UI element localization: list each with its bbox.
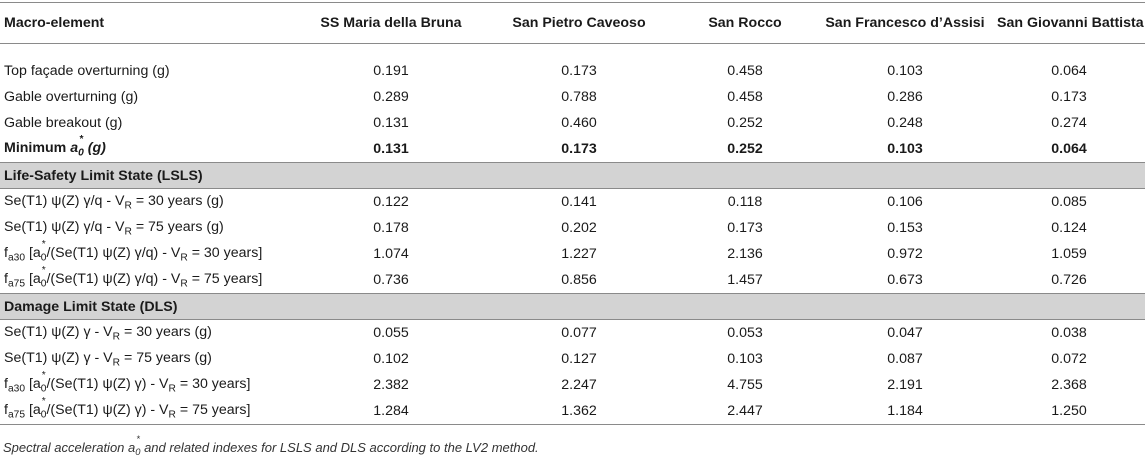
section-header-lsls: Life-Safety Limit State (LSLS) (0, 163, 1145, 189)
cell-value: 0.856 (561, 272, 597, 288)
table-row (0, 346, 1145, 372)
cell-value: 0.072 (1051, 351, 1087, 367)
section-header-dls: Damage Limit State (DLS) (0, 294, 1145, 320)
cell-value: 1.250 (993, 398, 1145, 425)
cell-value: 4.755 (727, 377, 763, 393)
cell-value: 0.118 (727, 194, 763, 210)
row-label: Se(T1) ψ(Z) $\gamma - V_R = 75$ years (g) (4, 349, 212, 369)
cell-value: 1.184 (817, 398, 993, 425)
cell-value: 0.289 (373, 89, 409, 105)
cell-value: 0.131 (373, 141, 409, 157)
header-row (0, 3, 1145, 44)
row-label: $f_{a75}$ [a * $_0$/(Se(T1) ψ(Z) $\gamma) - V_R = 75$ years] (0, 398, 297, 425)
cell-value: 0.087 (887, 351, 923, 367)
header-san-francesco: San Francesco d’Assisi (817, 3, 993, 44)
cell-value: 0.191 (373, 63, 409, 79)
minimum-row (0, 136, 1145, 163)
table-row (0, 189, 1145, 216)
header-ss-maria-della-bruna: SS Maria della Bruna (297, 3, 485, 44)
row-label: $f_{a75}$ [a * $_0$/(Se(T1) ψ(Z) $\gamma/q) - V_R = 75$ years] (4, 264, 263, 290)
table-row (0, 241, 1145, 267)
cell-value: 0.458 (727, 63, 763, 79)
cell-value: 1.284 (297, 398, 485, 425)
cell-value: 0.053 (727, 325, 763, 341)
row-label: Se(T1) ψ(Z) $\gamma/q - V_R = 75$ years (g) (4, 218, 224, 238)
table-row (0, 215, 1145, 241)
cell-value: 0.458 (727, 89, 763, 105)
row-label: Gable breakout (g) (4, 115, 123, 131)
cell-value: 0.153 (887, 220, 923, 236)
cell-value: 2.368 (1051, 377, 1087, 393)
cell-value: 0.736 (373, 272, 409, 288)
cell-value: 0.972 (887, 246, 923, 262)
row-label: Se(T1) ψ(Z) $\gamma/q - V_R = 30$ years (g) (4, 192, 224, 212)
cell-value: 2.382 (373, 377, 409, 393)
cell-value: 0.726 (1051, 272, 1087, 288)
cell-value: 2.191 (887, 377, 923, 393)
cell-value: 0.673 (887, 272, 923, 288)
table-row (0, 372, 1145, 398)
cell-value: 0.124 (1051, 220, 1087, 236)
cell-value: 0.106 (887, 194, 923, 210)
cell-value: 0.460 (561, 115, 597, 131)
cell-value: 0.122 (373, 194, 409, 210)
header-san-rocco: San Rocco (673, 3, 817, 44)
table-caption: Spectral acceleration a * $_0$ and related indexes for LSLS and DLS according to the LV2 method. (3, 434, 539, 457)
cell-value: 0.085 (1051, 194, 1087, 210)
cell-value: 0.252 (727, 141, 763, 157)
cell-value: 0.252 (727, 115, 763, 131)
cell-value: 0.173 (561, 141, 597, 157)
cell-value: 0.131 (373, 115, 409, 131)
cell-value: 0.286 (887, 89, 923, 105)
cell-value: 0.103 (727, 351, 763, 367)
cell-value: 1.227 (561, 246, 597, 262)
table-row (0, 58, 1145, 84)
header-san-giovanni-battista: San Giovanni Battista (993, 3, 1145, 44)
cell-value: 0.047 (887, 325, 923, 341)
row-label: Top façade overturning (g) (4, 63, 170, 79)
row-label: Se(T1) ψ(Z) $\gamma - V_R = 30$ years (g) (4, 323, 212, 343)
cell-value: 0.248 (887, 115, 923, 131)
table-row (0, 267, 1145, 294)
cell-value: 0.173 (561, 63, 597, 79)
cell-value: 1.074 (373, 246, 409, 262)
cell-value: 0.173 (727, 220, 763, 236)
cell-value: 2.447 (673, 398, 817, 425)
cell-value: 1.059 (1051, 246, 1087, 262)
row-label: Gable overturning (g) (4, 89, 139, 105)
cell-value: 0.788 (561, 89, 597, 105)
cell-value: 0.127 (561, 351, 597, 367)
cell-value: 2.247 (561, 377, 597, 393)
cell-value: 0.103 (887, 141, 923, 157)
cell-value: 0.064 (1051, 141, 1087, 157)
cell-value: 1.457 (727, 272, 763, 288)
cell-value: 0.055 (373, 325, 409, 341)
minimum-label: Minimum a * $_0$ (g) (4, 133, 106, 159)
header-macro-element: Macro-element (0, 3, 297, 44)
cell-value: 1.362 (485, 398, 673, 425)
row-label: $f_{a30}$ [a * $_0$/(Se(T1) ψ(Z) $\gamma) - V_R = 30$ years] (4, 369, 251, 395)
cell-value: 0.064 (1051, 63, 1087, 79)
row-label: $f_{a30}$ [a * $_0$/(Se(T1) ψ(Z) $\gamma/q) - V_R = 30$ years] (4, 238, 263, 264)
cell-value: 2.136 (727, 246, 763, 262)
cell-value: 0.102 (373, 351, 409, 367)
table-row (0, 84, 1145, 110)
cell-value: 0.103 (887, 63, 923, 79)
cell-value: 0.202 (561, 220, 597, 236)
header-san-pietro-caveoso: San Pietro Caveoso (485, 3, 673, 44)
cell-value: 0.077 (561, 325, 597, 341)
cell-value: 0.141 (561, 194, 597, 210)
cell-value: 0.274 (1051, 115, 1087, 131)
results-table (0, 2, 1145, 425)
table-row (0, 110, 1145, 136)
table-row (0, 398, 1145, 425)
cell-value: 0.178 (373, 220, 409, 236)
cell-value: 0.038 (1051, 325, 1087, 341)
cell-value: 0.173 (1051, 89, 1087, 105)
table-row (0, 320, 1145, 347)
